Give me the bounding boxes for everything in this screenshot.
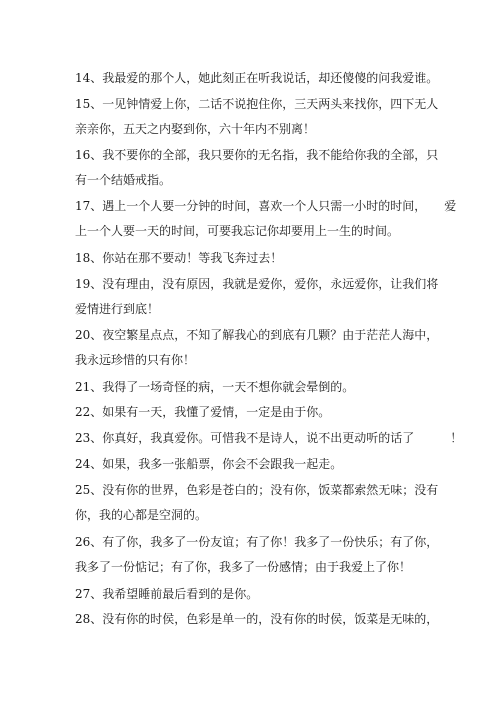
text-line: 24、如果，我多一张船票，你会不会跟我一起走。 <box>75 457 343 471</box>
text-line: 28、没有你的时侯，色彩是单一的，没有你的时侯，饭菜是无味的， <box>75 612 439 626</box>
text-line: 23、你真好，我真爱你。可惜我不是诗人，说不出更动听的话了 ！ <box>75 431 463 445</box>
text-line: 25、没有你的世界，色彩是苍白的；没有你，饭菜都索然无味；没有 <box>75 483 439 497</box>
text-line: 21、我得了一场奇怪的病，一天不想你就会晕倒的。 <box>75 380 355 394</box>
text-line: 19、没有理由，没有原因，我就是爱你，爱你，永远爱你，让我们将 <box>75 277 439 291</box>
text-line: 26、有了你，我多了一份友谊；有了你！我多了一份快乐；有了你， <box>75 535 439 549</box>
text-line: 有一个结婚戒指。 <box>75 173 172 187</box>
text-line: 我永远珍惜的只有你！ <box>75 353 196 367</box>
text-line: 27、我希望睡前最后看到的是你。 <box>75 587 259 601</box>
text-line: 亲亲你，五天之内娶到你，六十年内不别离！ <box>75 122 316 136</box>
text-line: 22、如果有一天，我懂了爱情，一定是由于你。 <box>75 405 331 419</box>
text-line: 爱情进行到底！ <box>75 302 160 316</box>
text-line: 上一个人要一天的时间，可要我忘记你却要用上一生的时间。 <box>75 224 400 238</box>
text-line: 20、夜空繁星点点，不知了解我心的到底有几颗？由于茫茫人海中， <box>75 328 439 342</box>
text-line: 16、我不要你的全部，我只要你的无名指，我不能给你我的全部，只 <box>75 148 439 162</box>
text-line: 我多了一份惦记；有了你，我多了一份感情；由于我爱上了你！ <box>75 560 412 574</box>
text-line: 你，我的心都是空洞的。 <box>75 508 208 522</box>
text-line: 18、你站在那不要动！等我飞奔过去！ <box>75 251 283 265</box>
text-line: 15、一见钟情爱上你，二话不说抱住你，三天两头来找你，四下无人 <box>75 97 439 111</box>
text-line: 14、我最爱的那个人，她此刻正在听我说话，却还傻傻的问我爱谁。 <box>75 71 439 85</box>
text-line: 17、遇上一个人要一分钟的时间，喜欢一个人只需一小时的时间， 爱 <box>75 199 457 213</box>
